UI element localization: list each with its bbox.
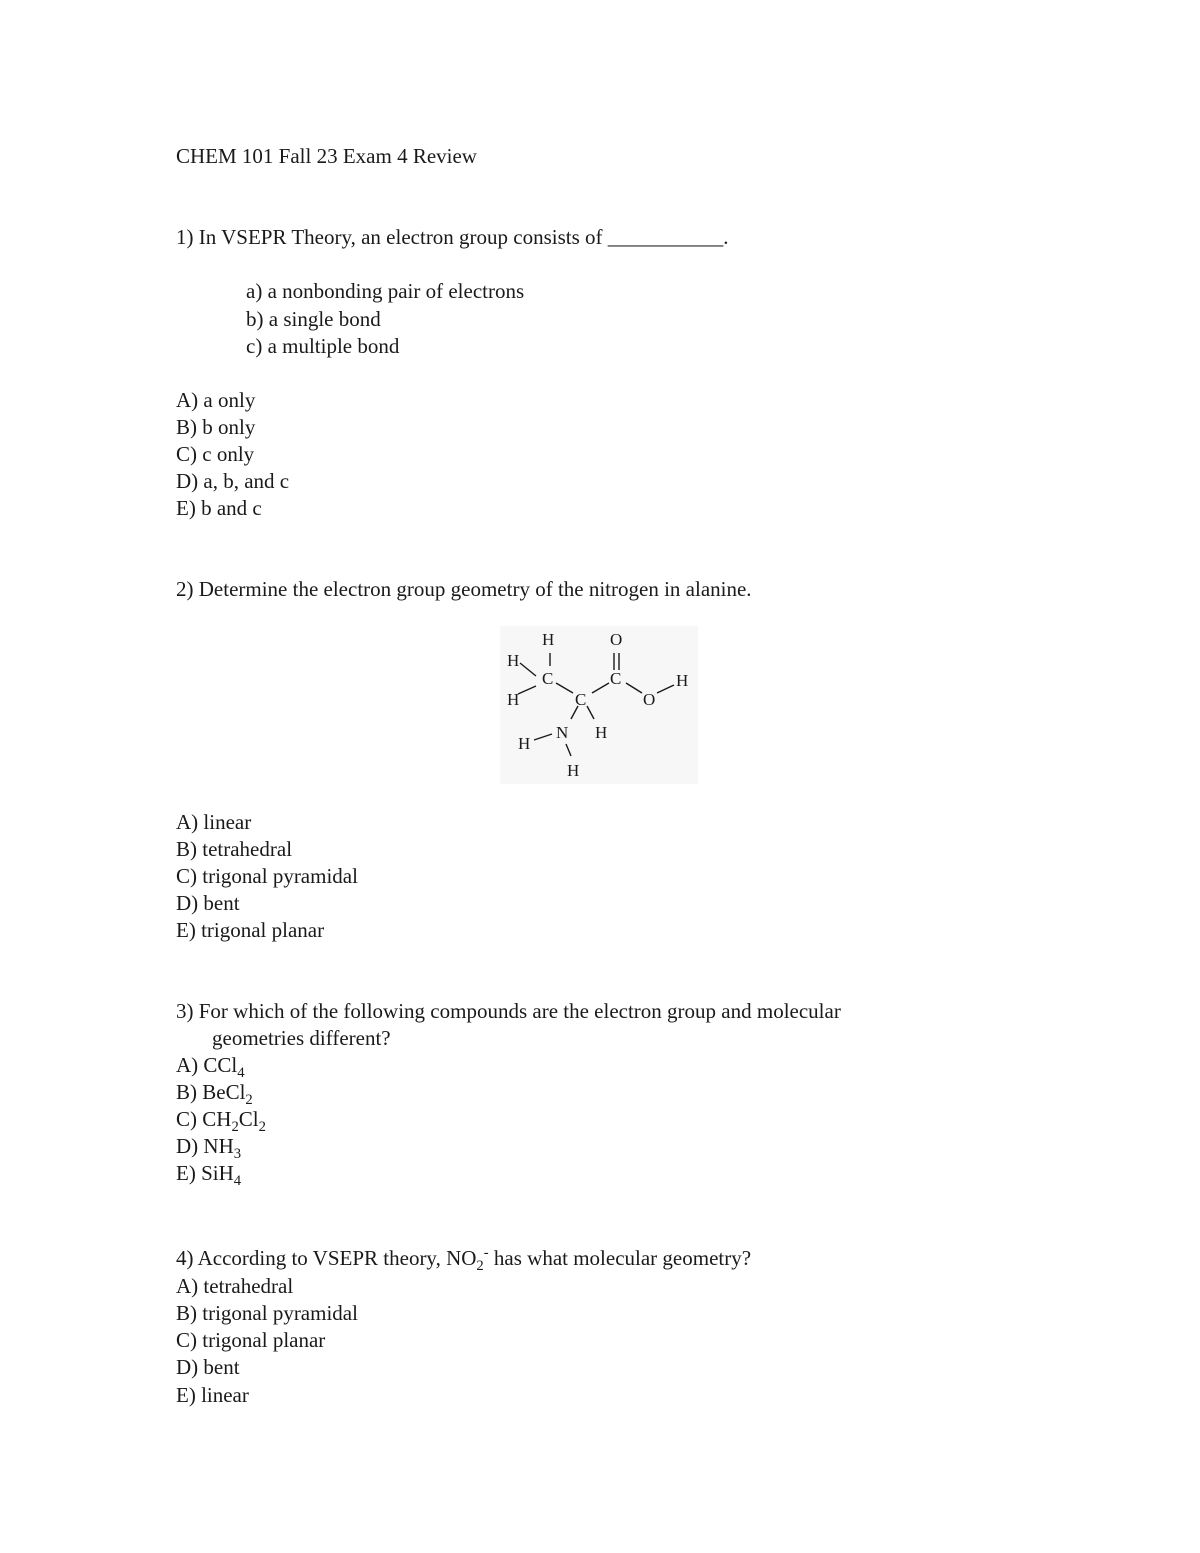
question-1-item-a: a) a nonbonding pair of electrons (246, 279, 525, 303)
alanine-structure-diagram (500, 626, 698, 784)
question-4-choice-d: D) bent (176, 1355, 240, 1379)
question-2-choice-e: E) trigonal planar (176, 918, 325, 942)
question-2-choice-b: B) tetrahedral (176, 837, 293, 861)
choice-text: E) SiH (176, 1161, 234, 1185)
question-2-choice-c: C) trigonal pyramidal (176, 864, 358, 888)
question-1-item-b: b) a single bond (246, 307, 381, 331)
atom-n: N (556, 723, 569, 742)
choice-text-suffix: Cl (238, 1107, 259, 1131)
atom-c1: C (542, 669, 554, 688)
question-1-choice-b: B) b only (176, 415, 256, 439)
question-4-choice-c: C) trigonal planar (176, 1328, 326, 1352)
subscript: 4 (237, 1065, 245, 1082)
question-1-stem: 1) In VSEPR Theory, an electron group consists of ___________. (176, 225, 729, 249)
page-title: CHEM 101 Fall 23 Exam 4 Review (176, 144, 477, 168)
choice-text: D) NH (176, 1134, 234, 1158)
atom-o-mid: O (643, 690, 656, 709)
atom-h-right: H (676, 671, 689, 690)
question-3-choice-b (176, 1080, 253, 1109)
bond-c2-c3 (592, 683, 609, 693)
question-2-choice-d: D) bent (176, 891, 240, 915)
bond-hnleft-n (534, 734, 552, 740)
subscript: 3 (233, 1146, 242, 1163)
bond-n-hbottom (566, 744, 571, 756)
atom-c3: C (610, 669, 622, 688)
stem-text: 4) According to VSEPR theory, NO (176, 1246, 477, 1270)
question-2-stem: 2) Determine the electron group geometry of the nitrogen in alanine. (176, 577, 752, 601)
bond-hleft2-c1 (518, 686, 536, 694)
bond-c2-hc2 (587, 706, 594, 719)
stem-text-suffix: has what molecular geometry? (488, 1246, 752, 1270)
choice-text: C) CH (176, 1107, 232, 1131)
bond-c3-omid (626, 683, 642, 693)
atom-o-top: O (610, 630, 623, 649)
atom-h-c2: H (595, 723, 608, 742)
choice-text: B) BeCl (176, 1080, 246, 1104)
question-3-stem-line1: 3) For which of the following compounds are the electron group and molecular (176, 999, 841, 1023)
question-4-choice-a: A) tetrahedral (176, 1274, 294, 1298)
subscript: 4 (233, 1173, 242, 1190)
question-1-choice-a: A) a only (176, 388, 256, 412)
atom-h-top: H (542, 630, 555, 649)
bond-hleft1-c1 (520, 663, 536, 676)
question-1-choice-e: E) b and c (176, 496, 262, 520)
atom-h-left2: H (507, 690, 520, 709)
question-3-choice-a (176, 1053, 245, 1082)
subscript: 2 (476, 1258, 484, 1275)
atom-c2: C (575, 690, 587, 709)
question-3-choice-c (176, 1107, 266, 1136)
bond-c1-c2 (556, 683, 573, 693)
alanine-structure-svg (500, 626, 698, 784)
choice-text: A) CCl (176, 1053, 238, 1077)
question-1-item-c: c) a multiple bond (246, 334, 400, 358)
subscript-2: 2 (258, 1119, 266, 1136)
atom-h-nbottom: H (567, 761, 580, 780)
question-4-choice-e: E) linear (176, 1383, 249, 1407)
question-4-stem (176, 1245, 752, 1275)
question-4-choice-b: B) trigonal pyramidal (176, 1301, 358, 1325)
superscript: - (483, 1245, 489, 1261)
subscript: 2 (245, 1092, 253, 1109)
question-1-choice-c: C) c only (176, 442, 255, 466)
atom-h-left1: H (507, 651, 520, 670)
question-3-choice-e (176, 1161, 242, 1190)
question-1-choice-d: D) a, b, and c (176, 469, 290, 493)
bond-omid-hright (657, 685, 674, 693)
question-2-choice-a: A) linear (176, 810, 252, 834)
question-3-choice-d (176, 1134, 242, 1163)
subscript: 2 (231, 1119, 239, 1136)
question-3-stem-line2: geometries different? (212, 1026, 391, 1050)
atom-h-nleft: H (518, 734, 531, 753)
